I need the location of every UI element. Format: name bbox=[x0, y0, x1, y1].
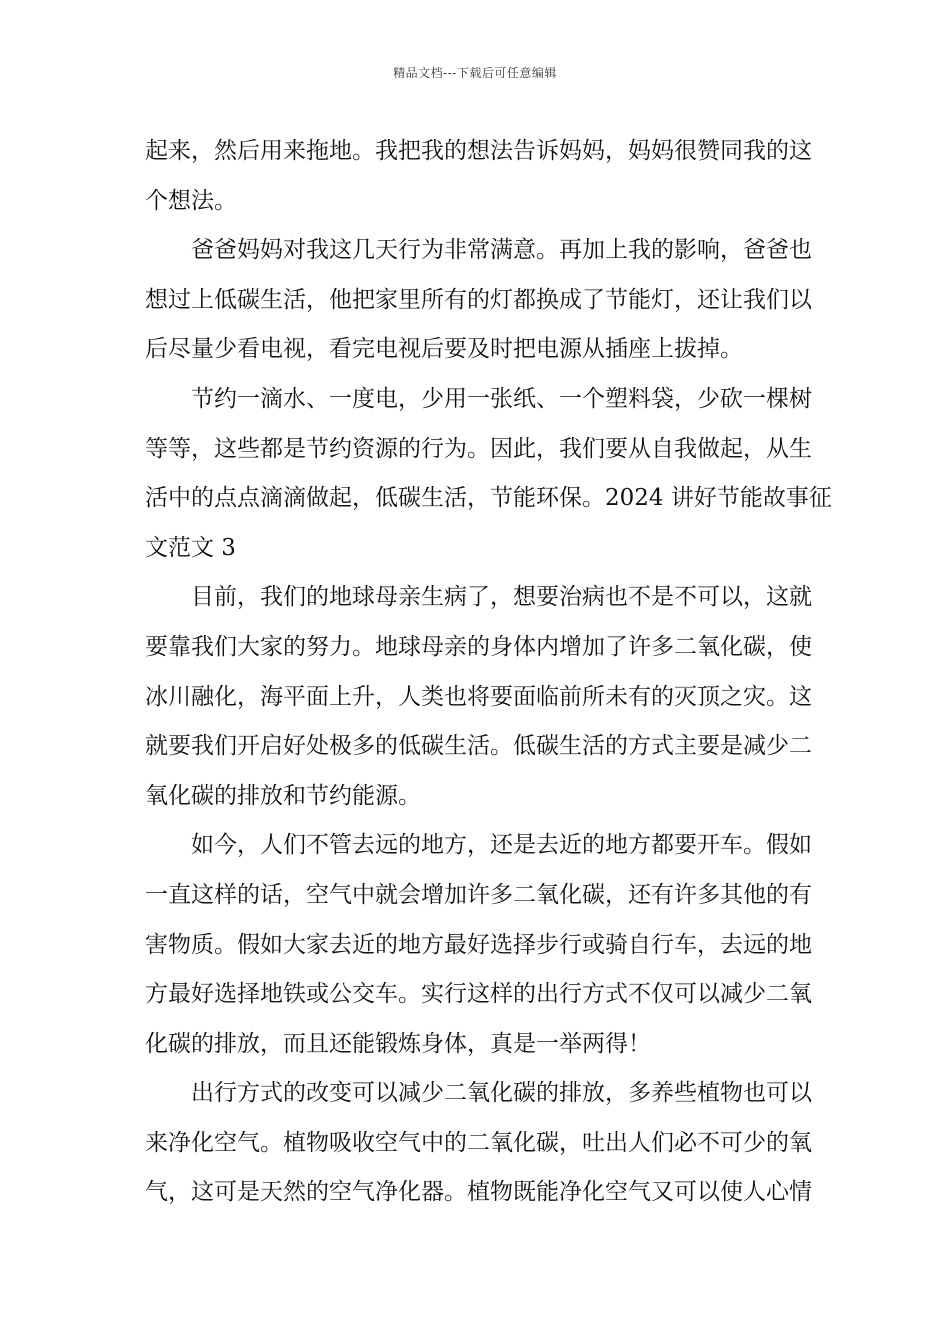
text-line: 想过上低碳生活，他把家里所有的灯都换成了节能灯，还让我们以 bbox=[145, 286, 812, 313]
document-body bbox=[145, 127, 832, 1218]
text-line: 害物质。假如大家去近的地方最好选择步行或骑自行车，去远的地 bbox=[145, 931, 812, 958]
text-line: 个想法。 bbox=[145, 187, 237, 214]
paragraph bbox=[145, 226, 812, 375]
text-line: 氧化碳的排放和节约能源。 bbox=[145, 782, 421, 809]
text-line: 节约一滴水、一度电，少用一张纸、一个塑料袋，少砍一棵树 bbox=[191, 385, 812, 412]
text-line: 就要我们开启好处极多的低碳生活。低碳生活的方式主要是减少二 bbox=[145, 733, 812, 760]
text-line: 冰川融化，海平面上升，人类也将要面临前所未有的灭顶之灾。这 bbox=[145, 683, 812, 710]
text-line: 出行方式的改变可以减少二氧化碳的排放，多养些植物也可以 bbox=[191, 1080, 812, 1107]
text-line: 等等，这些都是节约资源的行为。因此，我们要从自我做起，从生 bbox=[145, 435, 812, 462]
page-header: 精品文档---下载后可任意编辑 bbox=[393, 66, 557, 80]
text-line: 如今，人们不管去远的地方，还是去近的地方都要开车。假如 bbox=[191, 832, 812, 859]
text-line: 活中的点点滴滴做起，低碳生活，节能环保。2024 讲好节能故事征 bbox=[145, 485, 832, 512]
text-line: 化碳的排放，而且还能锻炼身体，真是一举两得！ bbox=[145, 1030, 651, 1057]
text-line: 文范文 3 bbox=[145, 534, 236, 561]
text-line: 后尽量少看电视，看完电视后要及时把电源从插座上拔掉。 bbox=[145, 336, 743, 363]
text-line: 爸爸妈妈对我这几天行为非常满意。再加上我的影响，爸爸也 bbox=[191, 237, 812, 264]
paragraph bbox=[145, 573, 812, 821]
paragraph bbox=[145, 821, 812, 1069]
text-line: 来净化空气。植物吸收空气中的二氧化碳，吐出人们必不可少的氧 bbox=[145, 1129, 812, 1156]
text-line: 要靠我们大家的努力。地球母亲的身体内增加了许多二氧化碳，使 bbox=[145, 633, 812, 660]
text-line: 目前，我们的地球母亲生病了，想要治病也不是不可以，这就 bbox=[191, 584, 812, 611]
text-line: 气，这可是天然的空气净化器。植物既能净化空气又可以使人心情 bbox=[145, 1179, 812, 1206]
paragraph bbox=[145, 1069, 812, 1218]
paragraph bbox=[145, 375, 832, 573]
text-line: 方最好选择地铁或公交车。实行这样的出行方式不仅可以减少二氧 bbox=[145, 981, 812, 1008]
paragraph bbox=[145, 127, 812, 226]
text-line: 一直这样的话，空气中就会增加许多二氧化碳，还有许多其他的有 bbox=[145, 881, 812, 908]
text-line: 起来，然后用来拖地。我把我的想法告诉妈妈，妈妈很赞同我的这 bbox=[145, 138, 812, 164]
